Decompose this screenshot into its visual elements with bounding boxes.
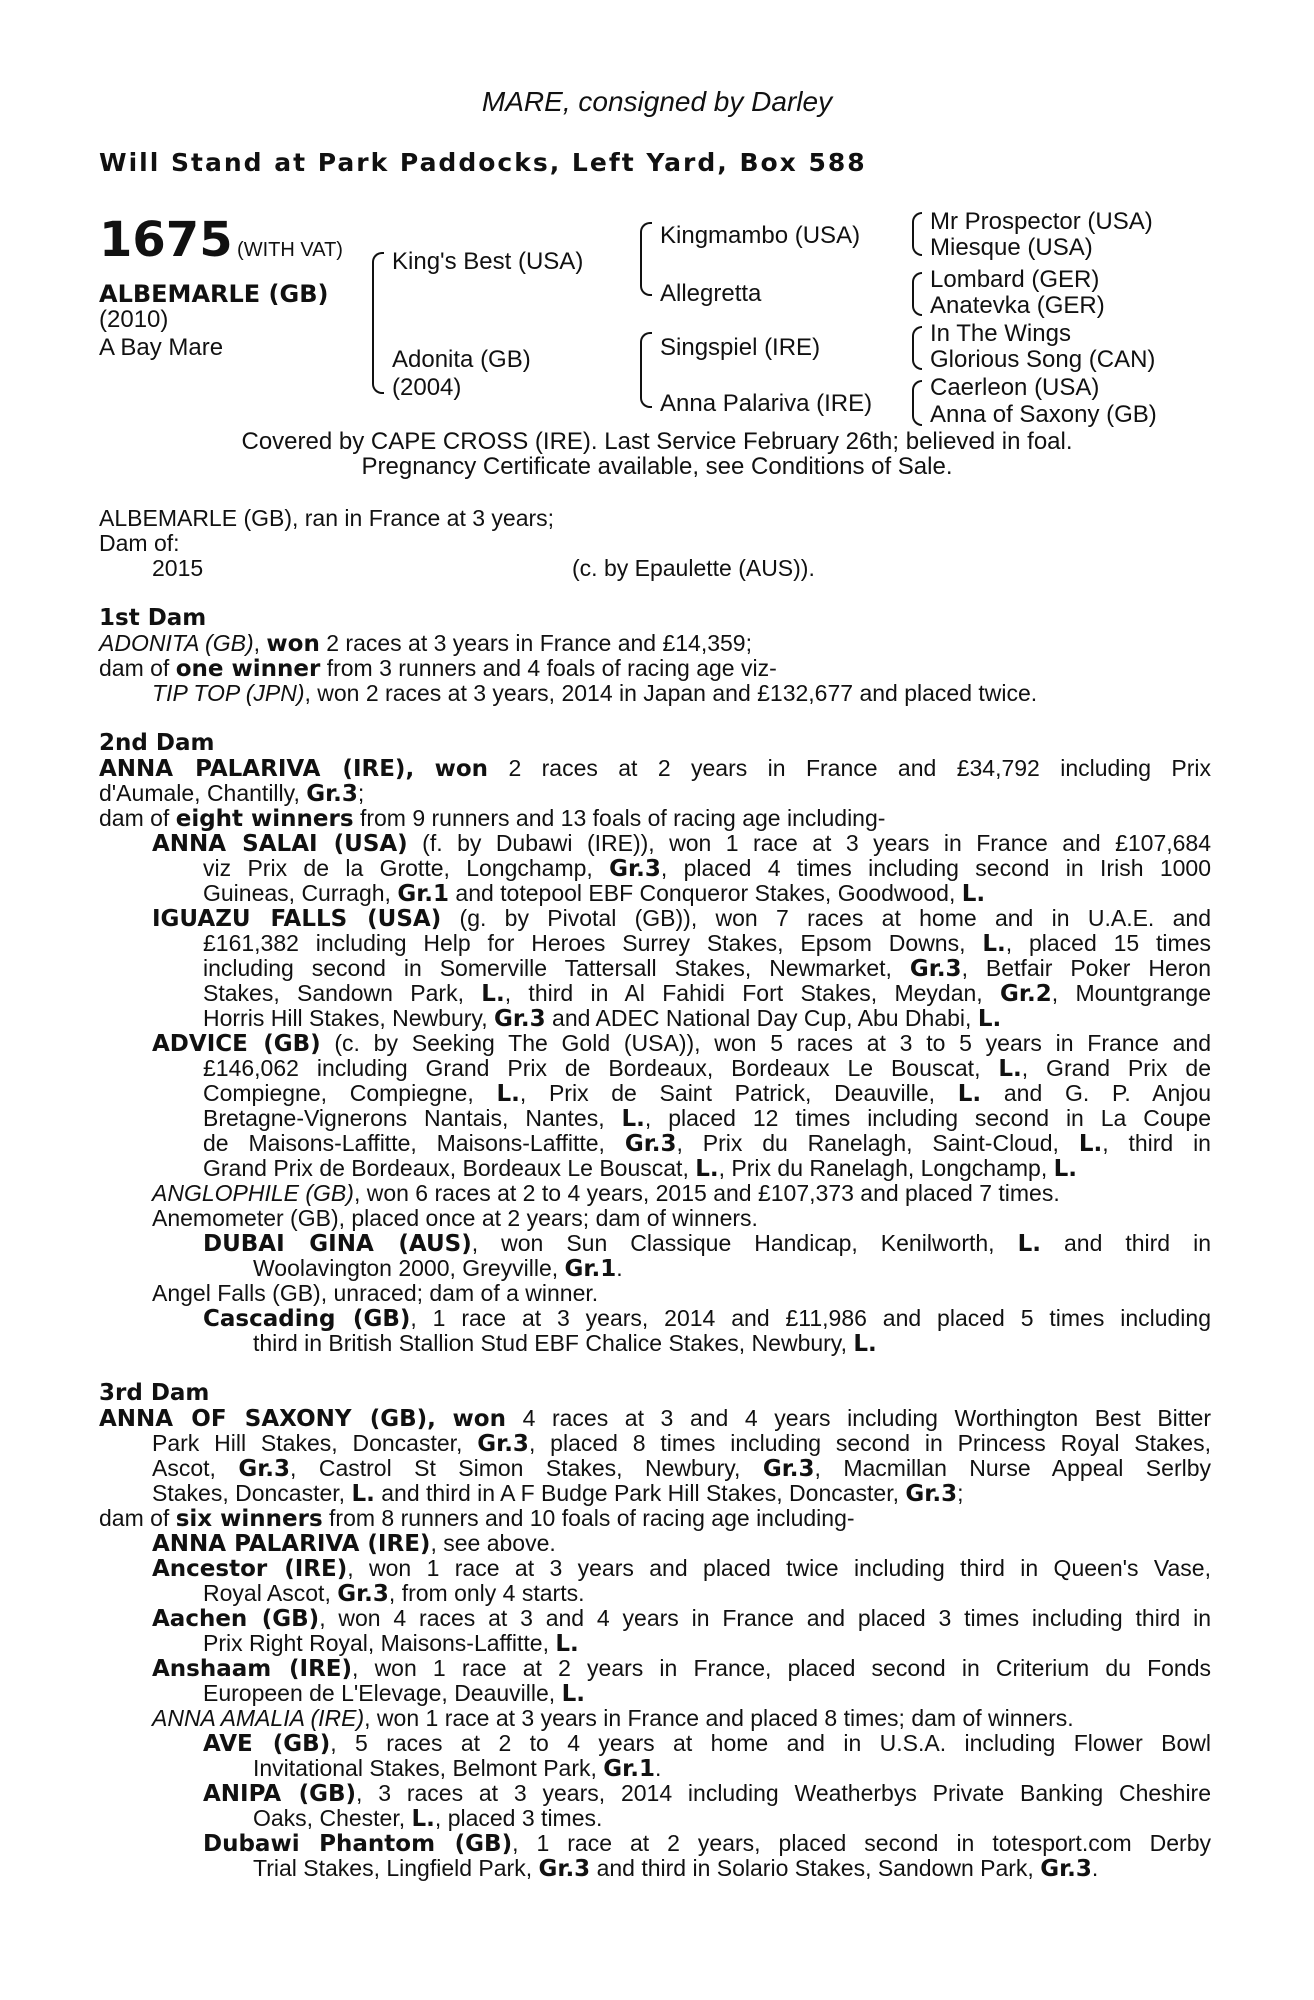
text: , Macmillan Nurse Appeal Serlby: [814, 1455, 1211, 1481]
iguazu-line-3: [203, 956, 1211, 982]
stand-location: Will Stand at Park Paddocks, Left Yard, Box 588: [99, 148, 867, 177]
text: .: [616, 1255, 623, 1281]
text: Prix Right Royal, Maisons-Laffitte,: [203, 1630, 556, 1656]
produce-name: ANNA PALARIVA (IRE): [152, 1531, 431, 1557]
text: .: [1091, 1855, 1099, 1881]
advice-line-3: [203, 1081, 1211, 1107]
text: .: [654, 1755, 662, 1781]
text: Guineas, Curragh,: [203, 880, 398, 906]
anipa-line-2: [253, 1806, 602, 1832]
gg-3: Lombard (GER): [930, 266, 1100, 293]
text: (g. by Pivotal (GB)), won 7 races at home and in U.A.E. and: [459, 905, 1211, 931]
anna-salai-line-3: [203, 881, 985, 907]
listed: L.: [555, 1631, 579, 1657]
text: Royal Ascot,: [203, 1580, 338, 1606]
listed: L.: [1053, 1156, 1078, 1182]
text: , Grand Prix de: [1021, 1055, 1211, 1081]
third-dam-line-1: [99, 1406, 1211, 1432]
pedigree-brace-3: [640, 332, 652, 408]
third-dam-line-5: [99, 1506, 855, 1532]
produce-name: Ancestor (IRE): [152, 1556, 348, 1582]
text: , won 4 races at 3 and 4 years in France and placed 3 times including third in: [319, 1605, 1211, 1631]
text: , won 1 race at 3 years and placed twice including third in Queen's Vase,: [347, 1555, 1211, 1581]
phantom-line-2: [253, 1856, 1098, 1882]
text: Trial Stakes, Lingfield Park,: [253, 1855, 539, 1881]
grade: Gr.1: [397, 881, 450, 907]
text: 2 races at 2 years in France and £34,792 including Prix: [508, 755, 1212, 781]
advice-line-6: [203, 1156, 1077, 1182]
text: , third in Al Fahidi Fort Stakes, Meydan,: [504, 980, 1001, 1006]
grade: Gr.3: [477, 1431, 529, 1457]
text: , Mountgrange: [1051, 980, 1211, 1006]
covering-info: Covered by CAPE CROSS (IRE). Last Service February 26th; believed in foal.: [241, 428, 1073, 455]
pedigree-brace-1: [372, 252, 384, 394]
produce-name: Dubawi Phantom (GB): [203, 1831, 513, 1857]
gg-1: Mr Prospector (USA): [930, 208, 1153, 235]
gg-2: Miesque (USA): [930, 234, 1093, 261]
cascading-line-2: [253, 1331, 877, 1357]
text: and totepool EBF Conqueror Stakes, Goodwood,: [449, 880, 962, 906]
produce-name: ANGLOPHILE (GB): [152, 1180, 354, 1206]
advice-line-4: [203, 1106, 1211, 1132]
angel-falls-line: Angel Falls (GB), unraced; dam of a winner.: [152, 1280, 599, 1306]
pedigree-brace-4: [912, 212, 922, 256]
second-dam-name: ANNA PALARIVA (IRE): [99, 756, 406, 782]
aachen-line-2: [203, 1631, 579, 1657]
anna-amalia-line: [152, 1706, 1074, 1731]
second-dam-won: won: [434, 756, 489, 782]
produce-name: ANNA AMALIA (IRE): [152, 1705, 365, 1731]
text: Invitational Stakes, Belmont Park,: [253, 1755, 604, 1781]
grade: Gr.1: [603, 1756, 655, 1782]
produce-name: IGUAZU FALLS (USA): [152, 906, 442, 932]
text: , placed 8 times including second in Princess Royal Stakes,: [528, 1430, 1211, 1456]
ancestor-line-1: [152, 1556, 1211, 1582]
text: , won 6 races at 2 to 4 years, 2015 and £107,373 and placed 7 times.: [353, 1180, 1060, 1206]
text: , placed 15 times: [1005, 930, 1211, 956]
text: dam of: [99, 655, 176, 681]
listed: L.: [853, 1331, 877, 1357]
anemometer-line: Anemometer (GB), placed once at 2 years; dam of winners.: [152, 1205, 758, 1231]
horse-description: A Bay Mare: [99, 334, 224, 361]
text: Horris Hill Stakes, Newbury,: [203, 1005, 494, 1031]
listed: L.: [1017, 1231, 1041, 1257]
produce-detail: (c. by Epaulette (AUS)).: [572, 555, 815, 581]
grade: Gr.1: [564, 1256, 617, 1282]
advice-line-1: [152, 1031, 1211, 1057]
text: , 3 races at 3 years, 2014 including Weatherbys Private Banking Cheshire: [356, 1780, 1212, 1806]
sire-name: King's Best (USA): [392, 248, 584, 275]
listed: L.: [411, 1806, 435, 1832]
pedigree-brace-7: [912, 380, 922, 426]
produce-name: TIP TOP (JPN): [152, 680, 305, 706]
listed: L.: [957, 1081, 982, 1107]
listed: L.: [961, 881, 986, 907]
gg-4: Anatevka (GER): [930, 292, 1105, 319]
text: , Betfair Poker Heron: [961, 955, 1211, 981]
iguazu-line-5: [203, 1006, 1001, 1032]
text: , 1 race at 3 years, 2014 and £11,986 and placed 5 times including: [410, 1305, 1211, 1331]
third-dam-line-4: [152, 1481, 963, 1507]
advice-line-5: [203, 1131, 1211, 1157]
text: Ascot,: [152, 1455, 239, 1481]
text: dam of: [99, 805, 176, 831]
grade: Gr.3: [493, 1006, 546, 1032]
pedigree-brace-2: [640, 222, 652, 296]
listed: L.: [496, 1081, 520, 1107]
text: and third in: [1040, 1230, 1211, 1256]
text: , placed 4 times including second in Irish 1000: [660, 855, 1211, 881]
gg-8: Anna of Saxony (GB): [930, 401, 1157, 428]
text: Bretagne-Vignerons Nantais, Nantes,: [203, 1105, 622, 1131]
text: d'Aumale, Chantilly,: [99, 780, 307, 806]
anna-salai-line-1: [152, 831, 1211, 857]
produce-name: ADVICE (GB): [152, 1031, 321, 1057]
grade: Gr.3: [609, 856, 661, 882]
comma: ,: [405, 756, 415, 782]
first-dam-won: won: [266, 631, 320, 657]
text: , from only 4 starts.: [388, 1580, 585, 1606]
text: and third in Solario Stakes, Sandown Park,: [590, 1855, 1041, 1881]
text: from 3 runners and 4 foals of racing age viz-: [320, 655, 777, 681]
text: , placed 12 times including second in La Coupe: [644, 1105, 1211, 1131]
winners-count: eight winners: [175, 806, 354, 832]
listed: L.: [695, 1156, 719, 1182]
text: and G. P. Anjou: [981, 1080, 1211, 1106]
sire-sire: Kingmambo (USA): [660, 222, 861, 249]
listed: L.: [621, 1106, 645, 1132]
ave-line-2: [253, 1756, 661, 1782]
sire-dam: Allegretta: [660, 280, 762, 307]
text: , third in: [1102, 1130, 1211, 1156]
text: , placed 3 times.: [434, 1805, 603, 1831]
comma: ,: [427, 1406, 436, 1432]
grade: Gr.3: [762, 1456, 815, 1482]
dam-name: Adonita (GB): [392, 346, 531, 373]
page-subtitle: MARE, consigned by Darley: [481, 86, 833, 117]
text: from 8 runners and 10 foals of racing age including-: [322, 1505, 855, 1531]
third-dam-line-3: [152, 1456, 1211, 1482]
text: ;: [357, 780, 365, 806]
anshaam-line-2: [203, 1681, 585, 1707]
dam-dam: Anna Palariva (IRE): [660, 390, 873, 417]
dam-year: (2004): [392, 374, 462, 401]
produce-name: ANIPA (GB): [203, 1781, 357, 1807]
anglophile-line: [152, 1181, 1060, 1206]
text: 4 races at 3 and 4 years including Worthington Best Bitter: [505, 1405, 1212, 1431]
horse-year: (2010): [99, 306, 169, 333]
text: Stakes, Sandown Park,: [203, 980, 482, 1006]
dubai-gina-line-1: [203, 1231, 1211, 1257]
aachen-line-1: [152, 1606, 1211, 1632]
anshaam-line-1: [152, 1656, 1211, 1682]
text: £161,382 including Help for Heroes Surrey Stakes, Epsom Downs,: [203, 930, 983, 956]
listed: L.: [351, 1481, 375, 1507]
text: from 9 runners and 13 foals of racing age including-: [353, 805, 886, 831]
text: Woolavington 2000, Greyville,: [253, 1255, 565, 1281]
text: Oaks, Chester,: [253, 1805, 412, 1831]
advice-line-2: [203, 1056, 1211, 1082]
produce-year: 2015: [152, 555, 204, 581]
text: , Prix du Ranelagh, Longchamp,: [718, 1155, 1054, 1181]
text: and third in A F Budge Park Hill Stakes, Doncaster,: [374, 1480, 906, 1506]
grade: Gr.3: [337, 1581, 389, 1607]
anna-salai-line-2: [203, 856, 1211, 882]
text: £146,062 including Grand Prix de Bordeaux, Bordeaux Le Bouscat,: [203, 1055, 999, 1081]
winners-count: six winners: [175, 1506, 323, 1532]
listed: L.: [561, 1681, 585, 1707]
gg-7: Caerleon (USA): [930, 374, 1100, 401]
listed: L.: [481, 981, 505, 1007]
phantom-line-1: [203, 1831, 1211, 1857]
text: , Prix de Saint Patrick, Deauville,: [519, 1080, 958, 1106]
produce-name: Anshaam (IRE): [152, 1656, 353, 1682]
text: Grand Prix de Bordeaux, Bordeaux Le Bouscat,: [203, 1155, 696, 1181]
text: , won 1 race at 2 years in France, placed second in Criterium du Fonds: [352, 1655, 1211, 1681]
text: de Maisons-Laffitte, Maisons-Laffitte,: [203, 1130, 625, 1156]
grade: Gr.2: [1000, 981, 1052, 1007]
text: Stakes, Doncaster,: [152, 1480, 352, 1506]
third-dam-line-2: [152, 1431, 1211, 1457]
first-dam-text: 2 races at 3 years in France and £14,359;: [319, 630, 752, 656]
produce-name: Cascading (GB): [203, 1306, 411, 1332]
grade: Gr.3: [909, 956, 962, 982]
listed: L.: [1078, 1131, 1103, 1157]
pregnancy-info: Pregnancy Certificate available, see Conditions of Sale.: [361, 453, 953, 480]
third-dam-won: won: [452, 1406, 506, 1432]
text: dam of: [99, 1505, 176, 1531]
first-dam-name: ADONITA (GB): [99, 630, 254, 656]
text: ;: [957, 1480, 964, 1506]
gg-5: In The Wings: [930, 320, 1071, 347]
iguazu-line-1: [152, 906, 1211, 932]
grade: Gr.3: [306, 781, 358, 807]
text: (f. by Dubawi (IRE)), won 1 race at 3 years in France and £107,684: [422, 830, 1212, 856]
dubai-gina-line-2: [253, 1256, 623, 1282]
listed: L.: [977, 1006, 1002, 1032]
text: (c. by Seeking The Gold (USA)), won 5 races at 3 to 5 years in France and: [334, 1030, 1212, 1056]
listed: L.: [998, 1056, 1022, 1082]
second-dam-line-3: [99, 806, 885, 832]
text: , won 2 races at 3 years, 2014 in Japan and £132,677 and placed twice.: [304, 680, 1038, 706]
lot-number: 1675: [99, 212, 233, 268]
text: Compiegne, Compiegne,: [203, 1080, 497, 1106]
pedigree-brace-6: [912, 326, 922, 370]
iguazu-line-4: [203, 981, 1211, 1007]
dam-sire: Singspiel (IRE): [660, 334, 821, 361]
text: , see above.: [430, 1530, 556, 1556]
text: , won Sun Classique Handicap, Kenilworth,: [471, 1230, 1018, 1256]
second-dam-heading: 2nd Dam: [99, 730, 215, 756]
text: Europeen de L'Elevage, Deauville,: [203, 1680, 562, 1706]
text: and ADEC National Day Cup, Abu Dhabi,: [545, 1005, 978, 1031]
grade: Gr.3: [1040, 1856, 1092, 1882]
produce-name: Aachen (GB): [152, 1606, 320, 1632]
grade: Gr.3: [238, 1456, 291, 1482]
anipa-line-1: [203, 1781, 1211, 1807]
produce-name: ANNA SALAI (USA): [152, 831, 408, 857]
third-dam-name: ANNA OF SAXONY (GB): [99, 1406, 428, 1432]
palariva-line: [152, 1531, 556, 1557]
gg-6: Glorious Song (CAN): [930, 346, 1156, 373]
pedigree-brace-5: [912, 272, 922, 316]
cascading-line-1: [203, 1306, 1211, 1332]
first-dam-sep: ,: [253, 630, 267, 656]
horse-name: ALBEMARLE (GB): [99, 280, 329, 308]
text: , 1 race at 2 years, placed second in totesport.com Derby: [512, 1830, 1211, 1856]
lot-header: [99, 212, 343, 268]
ancestor-line-2: [203, 1581, 584, 1607]
first-dam-line-3: [152, 681, 1037, 706]
text: , Prix du Ranelagh, Saint-Cloud,: [676, 1130, 1079, 1156]
text: Park Hill Stakes, Doncaster,: [152, 1430, 478, 1456]
text: , Castrol St Simon Stakes, Newbury,: [290, 1455, 763, 1481]
second-dam-line-2: [99, 781, 364, 807]
grade: Gr.3: [905, 1481, 958, 1507]
text: including second in Somerville Tattersall Stakes, Newmarket,: [203, 955, 910, 981]
second-dam-line-1: [99, 756, 1211, 782]
third-dam-heading: 3rd Dam: [99, 1380, 210, 1406]
first-dam-heading: 1st Dam: [99, 605, 207, 631]
first-dam-line-2: [99, 656, 777, 682]
text: third in British Stallion Stud EBF Chalice Stakes, Newbury,: [253, 1330, 854, 1356]
ave-line-1: [203, 1731, 1211, 1757]
listed: L.: [982, 931, 1006, 957]
vat-label: (WITH VAT): [237, 239, 343, 261]
first-dam-line-1: [99, 631, 752, 657]
text: viz Prix de la Grotte, Longchamp,: [203, 855, 610, 881]
iguazu-line-2: [203, 931, 1211, 957]
produce-name: AVE (GB): [203, 1731, 331, 1757]
dam-of-label: Dam of:: [99, 530, 180, 556]
winners-count: one winner: [175, 656, 321, 682]
race-record: ALBEMARLE (GB), ran in France at 3 years;: [99, 505, 555, 531]
produce-name: DUBAI GINA (AUS): [203, 1231, 472, 1257]
text: , won 1 race at 3 years in France and placed 8 times; dam of winners.: [364, 1705, 1074, 1731]
grade: Gr.3: [624, 1131, 677, 1157]
grade: Gr.3: [538, 1856, 591, 1882]
text: , 5 races at 2 to 4 years at home and in U.S.A. including Flower Bowl: [330, 1730, 1211, 1756]
